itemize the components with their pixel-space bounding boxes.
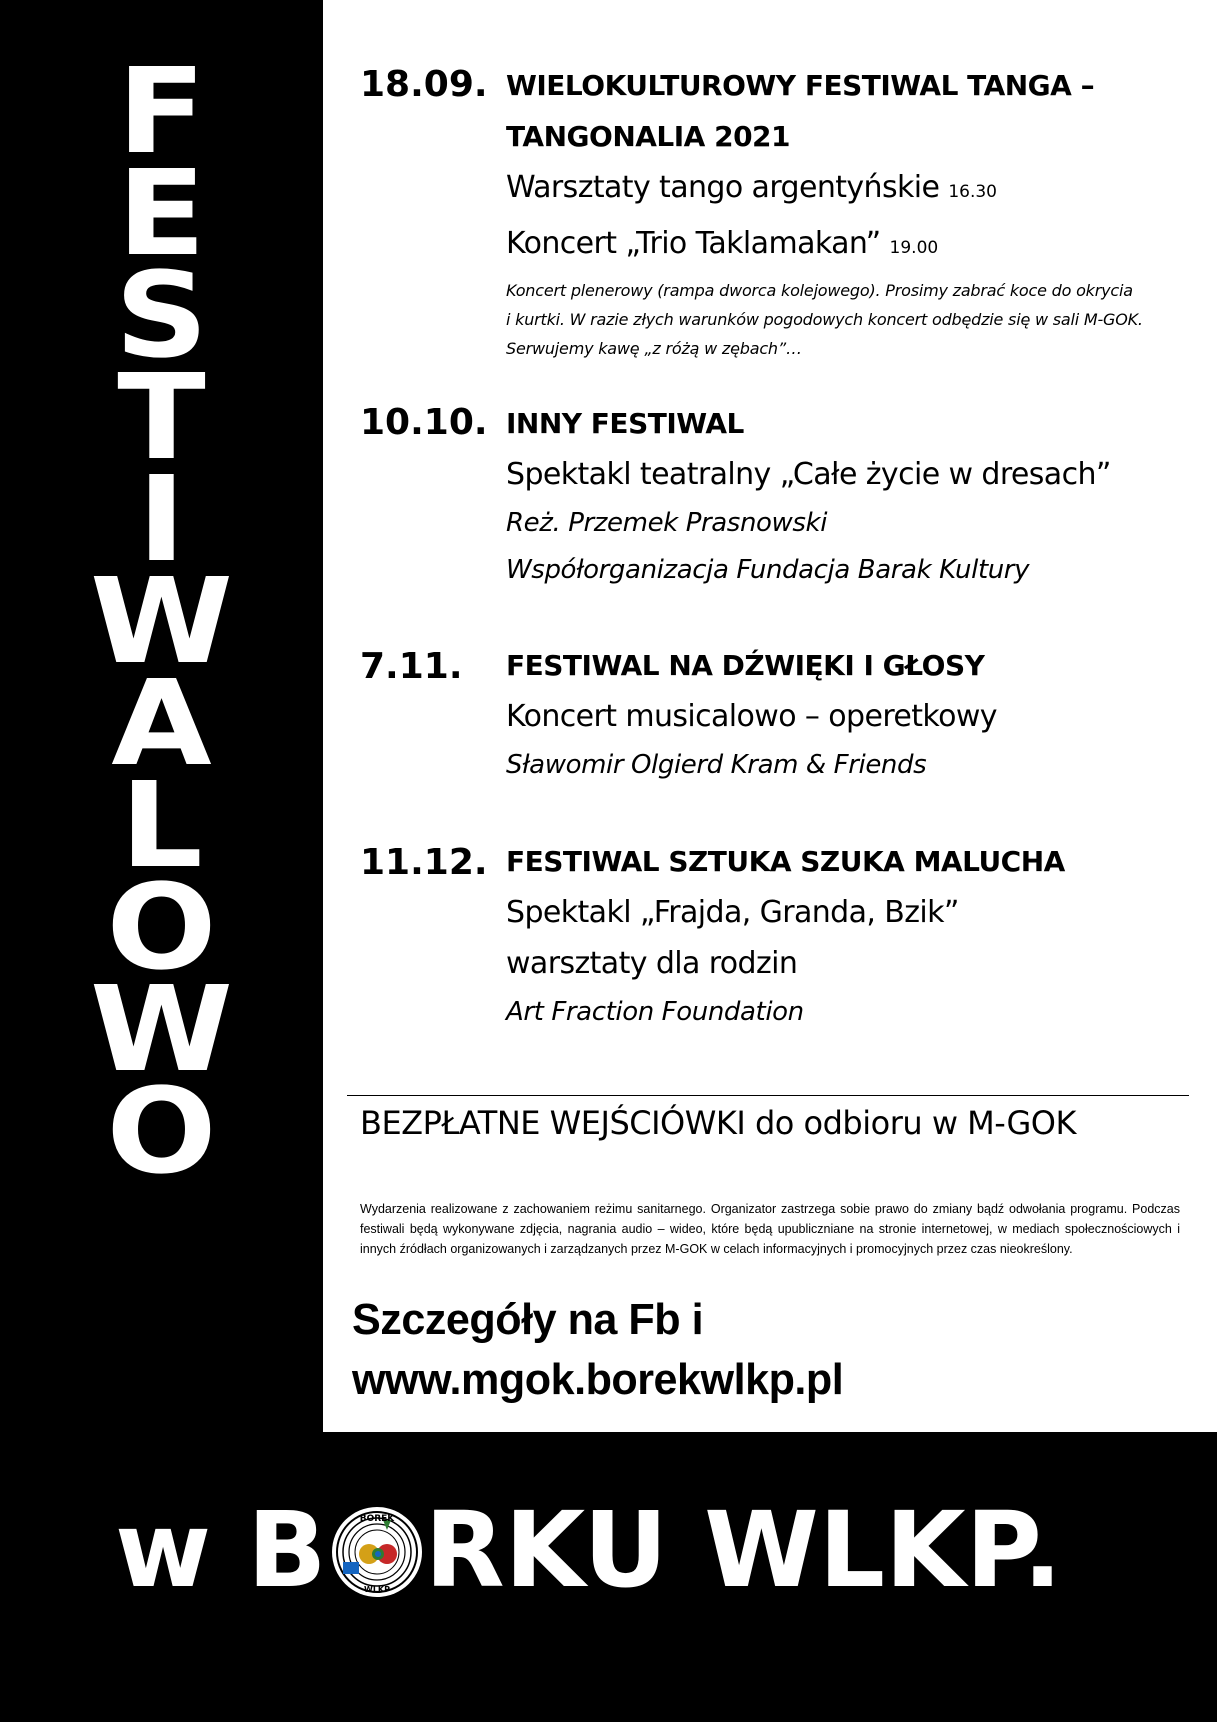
event-title: INNY FESTIWAL — [506, 407, 744, 440]
logo-bottom-text: WLKP — [363, 1584, 390, 1594]
vertical-title-letter: O — [106, 858, 217, 996]
event-body — [506, 398, 1196, 594]
event-body — [506, 836, 1196, 1036]
vertical-title-letter: S — [114, 246, 209, 384]
event-credit: Art Fraction Foundation — [506, 997, 804, 1027]
event-note-line: Koncert plenerowy (rampa dworca kolejowego). Prosimy zabrać koce do okrycia — [506, 281, 1133, 300]
event-body — [506, 640, 1196, 789]
divider — [347, 1095, 1189, 1096]
event-title-line: WIELOKULTUROWY FESTIWAL TANGA – — [506, 69, 1095, 102]
vertical-title-letter: L — [120, 756, 203, 894]
event-date: 10.10. — [360, 402, 488, 443]
event-line-text: Koncert „Trio Taklamakan” — [506, 226, 881, 261]
vertical-title-letter: E — [117, 144, 206, 282]
vertical-title-letter: O — [106, 1062, 217, 1200]
bottom-title — [115, 1482, 1063, 1611]
event-note-line: Serwujemy kawę „z różą w zębach”… — [506, 339, 802, 358]
event-line: warsztaty dla rodzin — [506, 946, 798, 981]
event-title: FESTIWAL SZTUKA SZUKA MALUCHA — [506, 845, 1065, 878]
vertical-title-letter: A — [111, 654, 212, 792]
borek-logo-icon — [331, 1502, 423, 1594]
event-date: 7.11. — [360, 646, 463, 687]
event-line: Spektakl teatralny „Całe życie w dresach” — [506, 457, 1111, 492]
event-title-line: TANGONALIA 2021 — [506, 120, 791, 153]
details-link[interactable]: Szczegóły na Fb i www.mgok.borekwlkp.pl — [352, 1295, 844, 1404]
event-note-line: i kurtki. W razie złych warunków pogodowych koncert odbędzie się w sali M-GOK. — [506, 310, 1143, 329]
vertical-title-letter: W — [89, 552, 234, 690]
vertical-title-letter: T — [117, 348, 206, 486]
free-entry-notice: BEZPŁATNE WEJŚCIÓWKI do odbioru w M-GOK — [360, 1104, 1076, 1142]
event-credit: Współorganizacja Fundacja Barak Kultury — [506, 555, 1030, 585]
event-body — [506, 60, 1196, 363]
event-credit: Reż. Przemek Prasnowski — [506, 508, 828, 538]
event-line: Koncert musicalowo – operetkowy — [506, 699, 997, 734]
event-credit: Sławomir Olgierd Kram & Friends — [506, 750, 927, 780]
vertical-title-letter: I — [137, 450, 186, 588]
bottom-title-suffix: RKU WLKP. — [424, 1488, 1063, 1611]
bottom-title-prefix: w B — [115, 1488, 327, 1611]
event-note — [506, 276, 1196, 363]
event-line — [506, 162, 1196, 218]
vertical-title-letter: F — [117, 42, 206, 180]
event-date: 11.12. — [360, 842, 488, 883]
event-time: 19.00 — [889, 238, 939, 258]
vertical-title-letter: W — [89, 960, 234, 1098]
event-line: Spektakl „Frajda, Granda, Bzik” — [506, 895, 959, 930]
logo-top-text: BOREK — [359, 1513, 394, 1524]
disclaimer: Wydarzenia realizowane z zachowaniem reżimu sanitarnego. Organizator zastrzega sobie prawo do zmiany bądź odwołania programu. Podczas festiwali będą wykonywane zdjęcia, nagrania audio – wideo, które będą upubliczniane na stronie internetowej, w mediach społecznościowych i innych źródłach organizowanych i zarządzanych przez M-GOK w celach informacyjnych i promocyjnych przez czas nieokreślony. — [360, 1202, 1180, 1256]
event-line — [506, 218, 1196, 274]
event-time: 16.30 — [948, 182, 997, 202]
event-line-text: Warsztaty tango argentyńskie — [506, 170, 940, 205]
event-date: 18.09. — [360, 64, 488, 105]
event-title: FESTIWAL NA DŹWIĘKI I GŁOSY — [506, 649, 985, 682]
